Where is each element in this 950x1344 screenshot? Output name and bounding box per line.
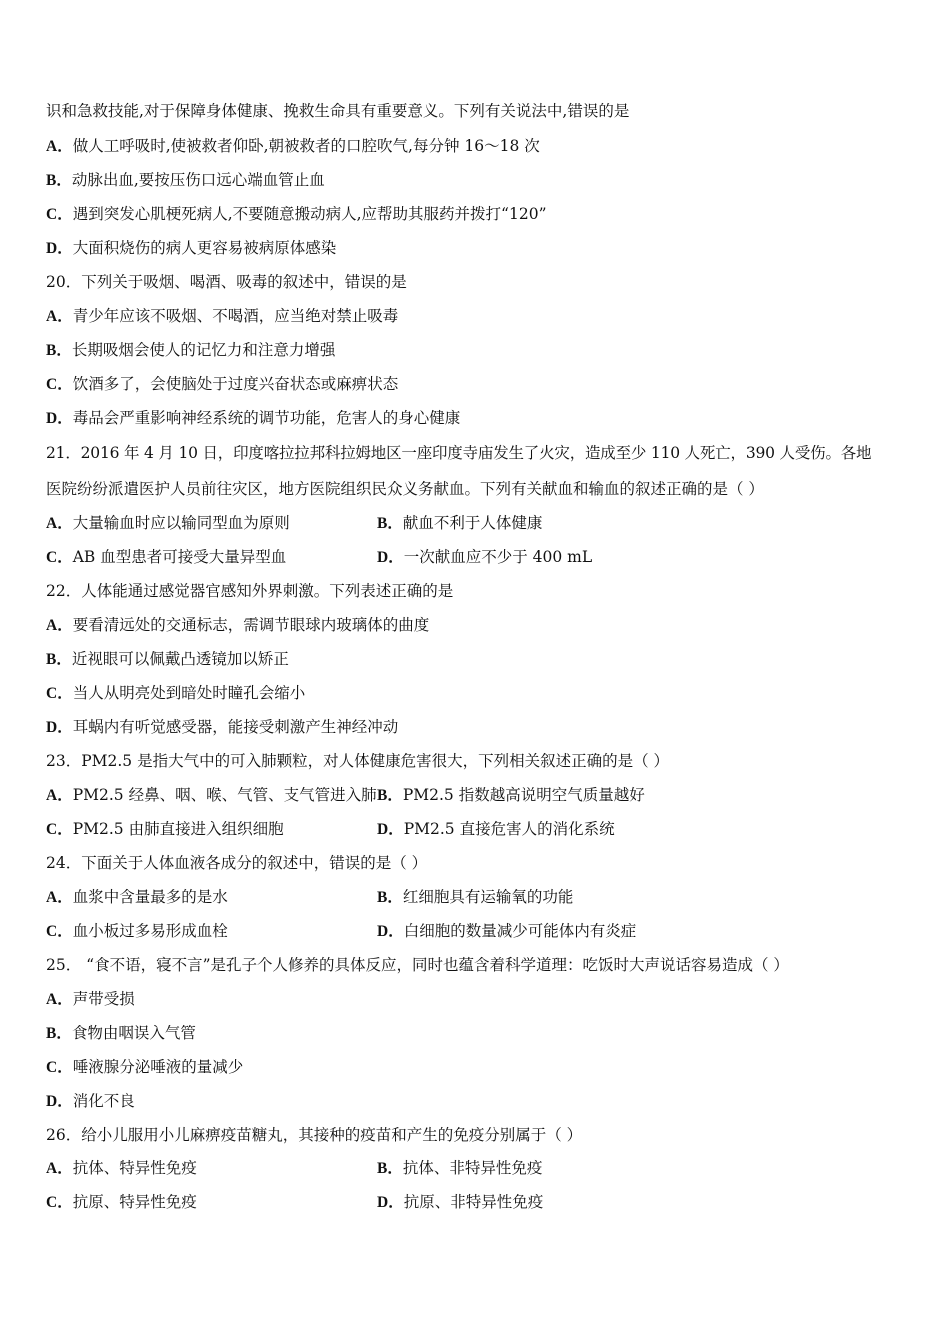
q26-options-row2 bbox=[46, 1192, 910, 1213]
q25-option-b: B．食物由咽误入气管 bbox=[46, 1024, 196, 1042]
q19-option-a: A．做人工呼吸时,使被救者仰卧,朝被救者的口腔吹气,每分钟 16～18 次 bbox=[46, 137, 540, 155]
q22-stem: 22．人体能通过感觉器官感知外界刺激。下列表述正确的是 bbox=[46, 582, 454, 600]
q20-option-d: D．毒品会严重影响神经系统的调节功能，危害人的身心健康 bbox=[46, 409, 461, 427]
q25-option-c: C．唾液腺分泌唾液的量减少 bbox=[46, 1058, 244, 1076]
q23-option-c: C．PM2.5 由肺直接进入组织细胞 bbox=[46, 820, 284, 838]
q24-stem: 24．下面关于人体血液各成分的叙述中，错误的是（ ） bbox=[46, 854, 428, 872]
q26-option-a: A．抗体、特异性免疫 bbox=[46, 1159, 197, 1177]
q21-option-c: C．AB 血型患者可接受大量异型血 bbox=[46, 548, 287, 566]
q21-stem-line1: 21．2016 年 4 月 10 日，印度喀拉拉邦科拉姆地区一座印度寺庙发生了火灾，造成至少 110 人死亡，390 人受伤。各地 bbox=[46, 444, 872, 462]
q22-option-a: A．要看清远处的交通标志，需调节眼球内玻璃体的曲度 bbox=[46, 616, 430, 634]
q25-stem: 25． “食不语，寝不言”是孔子个人修养的具体反应，同时也蕴含着科学道理：吃饭时大声说话容易造成（ ） bbox=[46, 956, 789, 974]
q21-stem-line2: 医院纷纷派遣医护人员前往灾区，地方医院组织民众义务献血。下列有关献血和输血的叙述正确的是（ ） bbox=[46, 480, 764, 498]
q22-option-b: B．近视眼可以佩戴凸透镜加以矫正 bbox=[46, 650, 289, 668]
q24-option-b: B．红细胞具有运输氧的功能 bbox=[377, 888, 574, 906]
q19-stem: 识和急救技能,对于保障身体健康、挽救生命具有重要意义。下列有关说法中,错误的是 bbox=[46, 102, 630, 120]
q20-option-b: B．长期吸烟会使人的记忆力和注意力增强 bbox=[46, 341, 336, 359]
q24-options-row1 bbox=[46, 887, 910, 908]
q23-options-row2 bbox=[46, 819, 910, 840]
q26-options-row1 bbox=[46, 1158, 910, 1179]
q21-options-row1 bbox=[46, 513, 910, 534]
q21-option-a: A．大量输血时应以输同型血为原则 bbox=[46, 514, 290, 532]
q24-option-d: D．白细胞的数量减少可能体内有炎症 bbox=[377, 922, 637, 940]
q24-options-row2 bbox=[46, 921, 910, 942]
q22-option-c: C．当人从明亮处到暗处时瞳孔会缩小 bbox=[46, 684, 306, 702]
q22-option-d: D．耳蜗内有听觉感受器，能接受刺激产生神经冲动 bbox=[46, 718, 399, 736]
q23-stem: 23．PM2.5 是指大气中的可入肺颗粒，对人体健康危害很大，下列相关叙述正确的是（ ） bbox=[46, 752, 670, 770]
q26-option-d: D．抗原、非特异性免疫 bbox=[377, 1193, 544, 1211]
q19-option-b: B．动脉出血,要按压伤口远心端血管止血 bbox=[46, 171, 325, 189]
q21-options-row2 bbox=[46, 547, 910, 568]
q26-stem: 26．给小儿服用小儿麻痹疫苗糖丸，其接种的疫苗和产生的免疫分别属于（ ） bbox=[46, 1126, 583, 1144]
q24-option-a: A．血浆中含量最多的是水 bbox=[46, 888, 228, 906]
q21-option-b: B．献血不利于人体健康 bbox=[377, 514, 543, 532]
q19-option-c: C．遇到突发心肌梗死病人,不要随意搬动病人,应帮助其服药并拨打“120” bbox=[46, 205, 547, 223]
q23-option-a: A．PM2.5 经鼻、咽、喉、气管、支气管进入肺 bbox=[46, 786, 377, 804]
q23-option-b: B．PM2.5 指数越高说明空气质量越好 bbox=[377, 786, 645, 804]
q20-option-c: C．饮酒多了，会使脑处于过度兴奋状态或麻痹状态 bbox=[46, 375, 399, 393]
q19-option-d: D．大面积烧伤的病人更容易被病原体感染 bbox=[46, 239, 337, 257]
q26-option-c: C．抗原、特异性免疫 bbox=[46, 1193, 197, 1211]
q25-option-a: A．声带受损 bbox=[46, 990, 135, 1008]
q20-stem: 20．下列关于吸烟、喝酒、吸毒的叙述中，错误的是 bbox=[46, 273, 407, 291]
q26-option-b: B．抗体、非特异性免疫 bbox=[377, 1159, 543, 1177]
q23-option-d: D．PM2.5 直接危害人的消化系统 bbox=[377, 820, 615, 838]
q21-option-d: D．一次献血应不少于 400 mL bbox=[377, 548, 593, 566]
q25-option-d: D．消化不良 bbox=[46, 1092, 135, 1110]
q24-option-c: C．血小板过多易形成血栓 bbox=[46, 922, 228, 940]
q20-option-a: A．青少年应该不吸烟、不喝酒，应当绝对禁止吸毒 bbox=[46, 307, 399, 325]
q23-options-row1 bbox=[46, 785, 910, 806]
